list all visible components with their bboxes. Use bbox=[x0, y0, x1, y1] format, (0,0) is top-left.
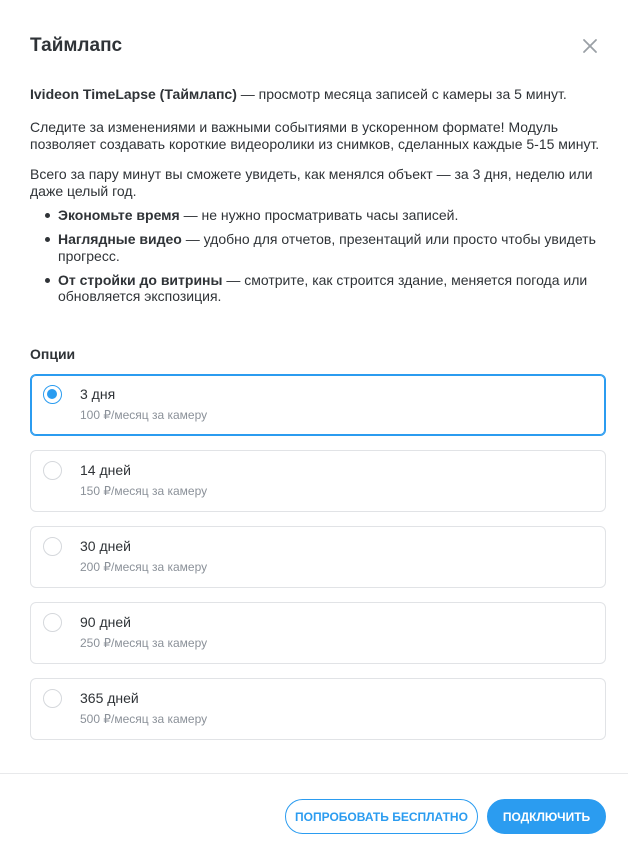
radio-icon[interactable] bbox=[43, 689, 62, 708]
options-list bbox=[30, 374, 606, 754]
option-label: 3 дня bbox=[80, 386, 116, 402]
benefits-list bbox=[30, 207, 606, 305]
option-label: 365 дней bbox=[80, 690, 139, 706]
option-label: 30 дней bbox=[80, 538, 131, 554]
footer-divider bbox=[0, 773, 628, 774]
radio-icon[interactable] bbox=[43, 537, 62, 556]
option-3-days[interactable] bbox=[30, 374, 606, 436]
option-label: 90 дней bbox=[80, 614, 131, 630]
close-icon[interactable] bbox=[582, 38, 598, 54]
radio-icon[interactable] bbox=[43, 461, 62, 480]
options-heading: Опции bbox=[30, 346, 76, 362]
option-365-days[interactable] bbox=[30, 678, 606, 740]
description bbox=[30, 86, 606, 312]
option-price: 500 ₽/месяц за камеру bbox=[80, 712, 208, 726]
option-price: 200 ₽/месяц за камеру bbox=[80, 560, 208, 574]
benefit-text: — смотрите, как строится здание, меняется погода или обновляется экспозиция. bbox=[58, 271, 588, 304]
description-paragraph: Следите за изменениями и важными событиями в ускоренном формате! Модуль позволяет создавать короткие видеоролики из снимков, сделанных каждые 5-15 минут. bbox=[30, 119, 600, 152]
radio-icon[interactable] bbox=[43, 385, 62, 404]
try-free-button[interactable]: ПОПРОБОВАТЬ БЕСПЛАТНО bbox=[285, 799, 478, 834]
benefit-title: Экономьте время bbox=[58, 207, 180, 223]
lead-product-name: Ivideon TimeLapse (Таймлапс) bbox=[30, 86, 237, 102]
connect-button[interactable]: ПОДКЛЮЧИТЬ bbox=[487, 799, 606, 834]
option-price: 150 ₽/месяц за камеру bbox=[80, 484, 208, 498]
benefit-item bbox=[58, 231, 606, 264]
close-button[interactable] bbox=[580, 36, 600, 56]
option-30-days[interactable] bbox=[30, 526, 606, 588]
benefit-text: — удобно для отчетов, презентаций или просто чтобы увидеть прогресс. bbox=[58, 231, 596, 264]
option-90-days[interactable] bbox=[30, 602, 606, 664]
dialog-title: Таймлапс bbox=[30, 35, 123, 56]
option-14-days[interactable] bbox=[30, 450, 606, 512]
description-paragraph-2: Всего за пару минут вы сможете увидеть, как менялся объект — за 3 дня, неделю или даже целый год. bbox=[30, 166, 593, 199]
benefit-item bbox=[58, 272, 606, 305]
benefit-title: Наглядные видео bbox=[58, 231, 182, 247]
benefit-item bbox=[58, 207, 606, 224]
radio-icon[interactable] bbox=[43, 613, 62, 632]
option-label: 14 дней bbox=[80, 462, 131, 478]
option-price: 250 ₽/месяц за камеру bbox=[80, 636, 208, 650]
option-price: 100 ₽/месяц за камеру bbox=[80, 408, 208, 422]
lead-paragraph bbox=[30, 86, 606, 103]
benefit-text: — не нужно просматривать часы записей. bbox=[179, 207, 459, 223]
benefit-title: От стройки до витрины bbox=[58, 271, 223, 288]
lead-text: — просмотр месяца записей с камеры за 5 минут. bbox=[236, 86, 567, 102]
